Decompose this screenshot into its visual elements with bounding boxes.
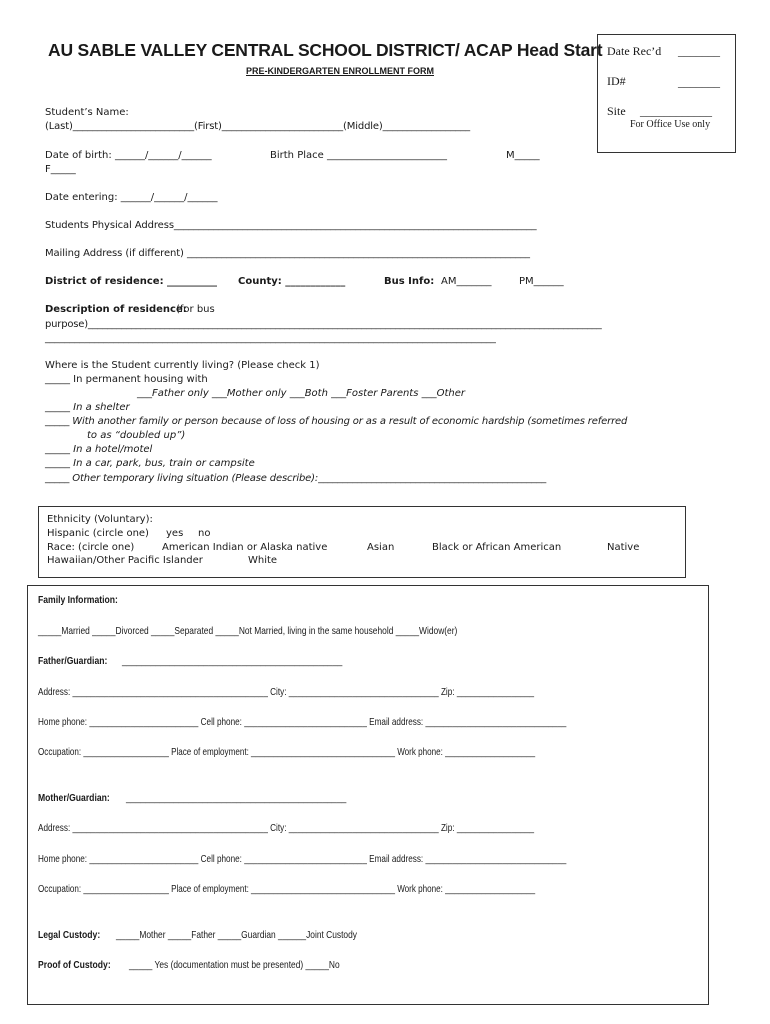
legal-custody-options[interactable]: _____Mother _____Father _____Guardian ______Joint Custody xyxy=(116,929,357,941)
physical-address-field[interactable]: Students Physical Address__________________________________________________________________________ xyxy=(45,220,537,231)
living-permanent-suboptions[interactable]: ___Father only ___Mother only ___Both ___Foster Parents ___Other xyxy=(137,388,466,399)
bus-pm-field[interactable]: PM______ xyxy=(519,276,564,287)
mother-address-field[interactable]: Address: ___________________________________________ City: _________________________________ Zip: _________________ xyxy=(38,822,535,834)
description-field[interactable]: purpose)___________________________________________________________________________________________________________ xyxy=(45,319,602,330)
living-doubled-up-continued: to as “doubled up”) xyxy=(87,430,186,441)
office-use-note: For Office Use only xyxy=(630,119,711,130)
sex-female-field[interactable]: F_____ xyxy=(45,164,76,175)
race-asian-option[interactable]: Asian xyxy=(367,542,395,553)
proof-of-custody-label: Proof of Custody: xyxy=(38,959,111,971)
living-shelter-option[interactable]: _____ In a shelter xyxy=(45,402,130,413)
description-field-line2[interactable]: ____________________________________________________________________________________________ xyxy=(45,333,496,344)
district-field[interactable]: District of residence: __________ xyxy=(45,276,218,287)
living-car-option[interactable]: _____ In a car, park, bus, train or campsite xyxy=(45,458,255,469)
description-note: (for bus xyxy=(176,304,215,315)
mother-occupation-fields[interactable]: Occupation: ___________________ Place of employment: ________________________________ Work phone: ____________________ xyxy=(38,883,536,895)
description-label: Description of residence: xyxy=(45,304,187,315)
site-field[interactable]: ____________ xyxy=(640,104,712,118)
mother-phone-fields[interactable]: Home phone: ________________________ Cell phone: ___________________________ Email address: _______________________________ xyxy=(38,853,567,865)
mother-guardian-field[interactable]: ______________________________________________ xyxy=(126,792,347,804)
site-label: Site xyxy=(607,104,626,118)
race-label: Race: (circle one) xyxy=(47,542,135,553)
marital-status-options[interactable]: _____Married _____Divorced _____Separated _____Not Married, living in the same household _____Widow(er) xyxy=(38,625,458,637)
hispanic-no-option[interactable]: no xyxy=(198,528,211,539)
date-entering-field[interactable]: Date entering: ______/______/______ xyxy=(45,192,218,203)
living-question: Where is the Student currently living? (Please check 1) xyxy=(45,360,320,371)
county-field[interactable]: County: ____________ xyxy=(238,276,346,287)
proof-of-custody-options[interactable]: _____ Yes (documentation must be presented) _____No xyxy=(129,959,340,971)
id-label: ID# xyxy=(607,74,626,88)
hispanic-label: Hispanic (circle one) xyxy=(47,528,149,539)
father-guardian-field[interactable]: ______________________________________________ xyxy=(122,655,343,667)
student-name-field[interactable]: (Last)_________________________(First)_________________________(Middle)__________________ xyxy=(45,121,470,132)
birth-place-field[interactable]: Birth Place ________________________ xyxy=(270,150,447,161)
race-black-option[interactable]: Black or African American xyxy=(432,542,562,553)
sex-male-field[interactable]: M_____ xyxy=(506,150,540,161)
ethnicity-label: Ethnicity (Voluntary): xyxy=(47,514,153,525)
bus-am-field[interactable]: AM_______ xyxy=(441,276,492,287)
living-hotel-option[interactable]: _____ In a hotel/motel xyxy=(45,444,153,455)
living-other-option[interactable]: _____ Other temporary living situation (Please describe):_______________________________________________ xyxy=(45,473,547,484)
hispanic-yes-option[interactable]: yes xyxy=(166,528,184,539)
form-title: AU SABLE VALLEY CENTRAL SCHOOL DISTRICT/ ACAP Head Start xyxy=(48,40,603,60)
id-field[interactable]: _______ xyxy=(678,75,720,89)
mailing-address-field[interactable]: Mailing Address (if different) ______________________________________________________________________ xyxy=(45,248,530,259)
race-hawaiian-option[interactable]: Hawaiian/Other Pacific Islander xyxy=(47,555,203,566)
date-received-field[interactable]: _______ xyxy=(678,44,720,58)
father-occupation-fields[interactable]: Occupation: ___________________ Place of employment: ________________________________ Work phone: ____________________ xyxy=(38,746,536,758)
father-guardian-label: Father/Guardian: xyxy=(38,655,108,667)
living-permanent-option[interactable]: _____ In permanent housing with xyxy=(45,374,208,385)
date-received-label: Date Rec’d xyxy=(607,44,662,58)
form-subtitle: PRE-KINDERGARTEN ENROLLMENT FORM xyxy=(246,66,434,76)
mother-guardian-label: Mother/Guardian: xyxy=(38,792,110,804)
living-doubled-up-option[interactable]: _____ With another family or person because of loss of housing or as a result of economic hardship (sometimes referred xyxy=(45,416,628,427)
date-of-birth-field[interactable]: Date of birth: ______/______/______ xyxy=(45,150,212,161)
race-white-option[interactable]: White xyxy=(248,555,278,566)
legal-custody-label: Legal Custody: xyxy=(38,929,101,941)
father-address-field[interactable]: Address: ___________________________________________ City: _________________________________ Zip: _________________ xyxy=(38,686,535,698)
family-info-heading: Family Information: xyxy=(38,594,118,606)
race-american-indian-option[interactable]: American Indian or Alaska native xyxy=(162,542,328,553)
bus-info-label: Bus Info: xyxy=(384,276,435,287)
student-name-label: Student’s Name: xyxy=(45,107,129,118)
race-native-option[interactable]: Native xyxy=(607,542,640,553)
father-phone-fields[interactable]: Home phone: ________________________ Cell phone: ___________________________ Email address: _______________________________ xyxy=(38,716,567,728)
